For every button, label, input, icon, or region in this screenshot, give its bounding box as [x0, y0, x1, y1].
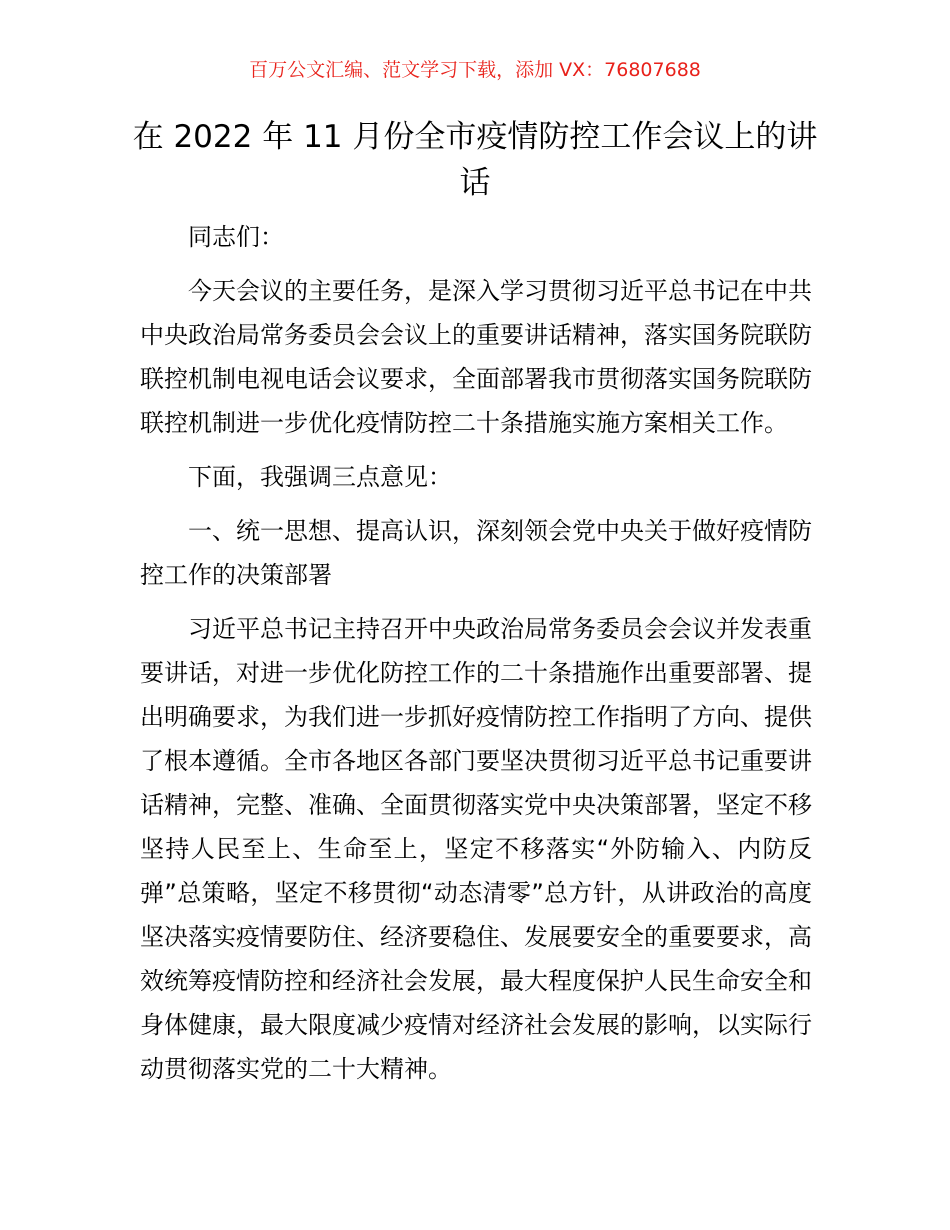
header-watermark: 百万公文汇编、范文学习下载，添加 VX：76807688	[249, 59, 701, 81]
section-1-paragraph: 习近平总书记主持召开中央政治局常务委员会会议并发表重要讲话，对进一步优化防控工作的二十条措施作出重要部署、提出明确要求，为我们进一步抓好疫情防控工作指明了方向、提供了根本遵循。全市各地区各部门要坚决贯彻习近平总书记重要讲话精神，完整、准确、全面贯彻落实党中央决策部署，坚定不移坚持人民至上、生命至上，坚定不移落实“外防输入、内防反弹”总策略，坚定不移贯彻“动态清零”总方针，从讲政治的高度坚决落实疫情要防住、经济要稳住、发展要安全的重要要求，高效统筹疫情防控和经济社会发展，最大程度保护人民生命安全和身体健康，最大限度减少疫情对经济社会发展的影响，以实际行动贯彻落实党的二十大精神。	[140, 615, 812, 1083]
transition-paragraph: 下面，我强调三点意见：	[188, 463, 452, 491]
document-body	[140, 215, 812, 1101]
intro-paragraph: 今天会议的主要任务，是深入学习贯彻习近平总书记在中共中央政治局常务委员会会议上的重要讲话精神，落实国务院联防联控机制电视电话会议要求，全面部署我市贯彻落实国务院联防联控机制进一步优化疫情防控二十条措施实施方案相关工作。	[140, 277, 812, 437]
salutation-paragraph: 同志们：	[188, 223, 284, 251]
document-title: 在 2022 年 11 月份全市疫情防控工作会议上的讲话	[132, 119, 818, 201]
section-heading-1: 一、统一思想、提高认识，深刻领会党中央关于做好疫情防控工作的决策部署	[140, 517, 812, 589]
